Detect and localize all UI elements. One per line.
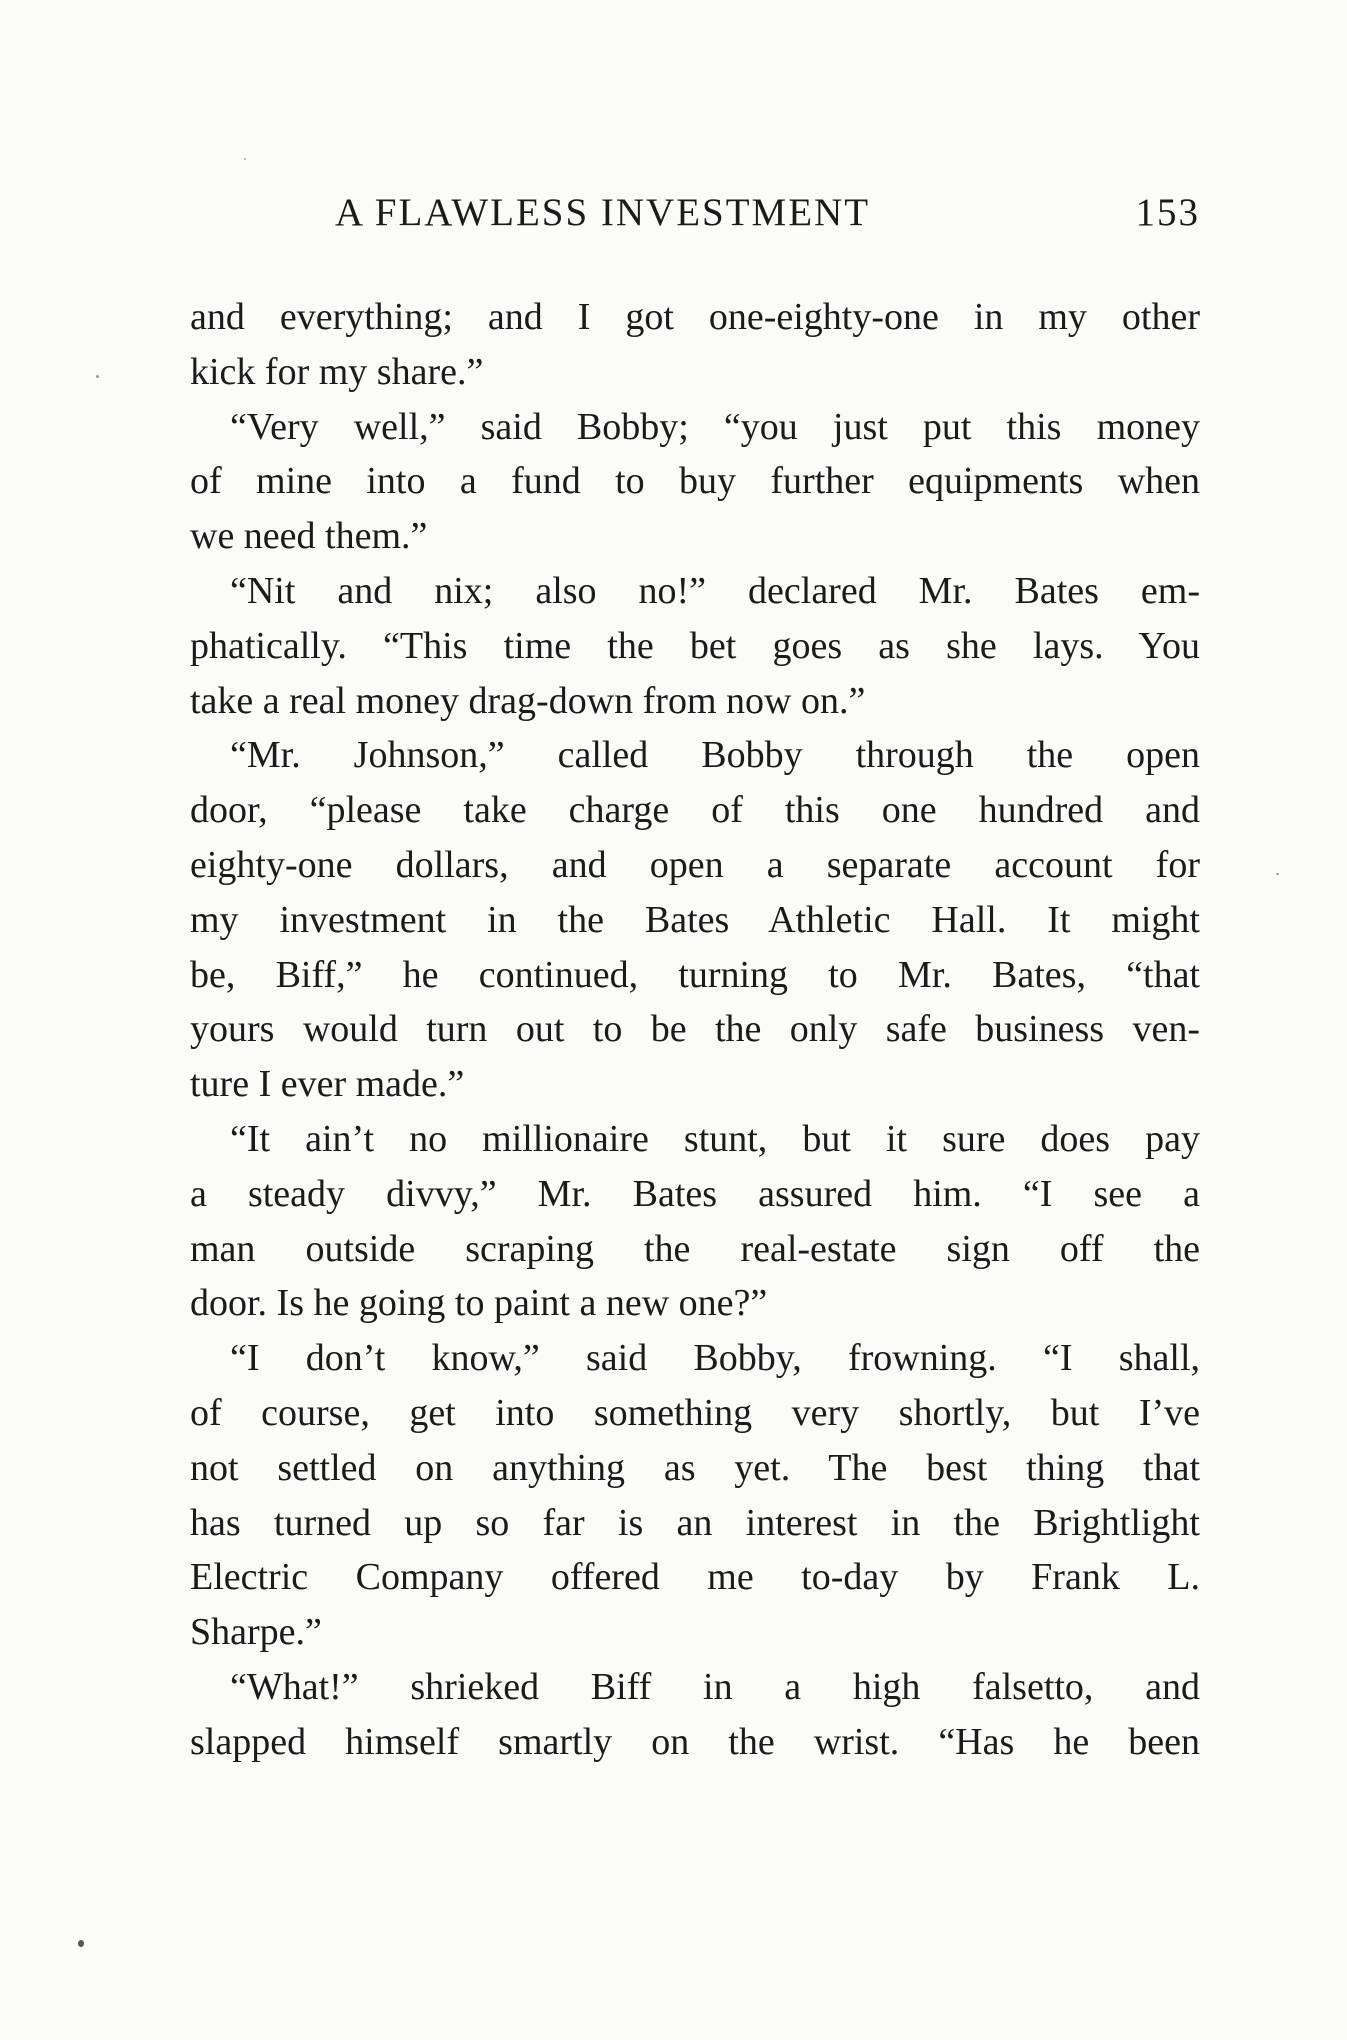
- text-line: we need them.”: [190, 515, 428, 558]
- text-line: “Nit and nix; also no!” declared Mr. Bates em-: [230, 569, 1200, 612]
- scan-speck: [1276, 873, 1279, 875]
- running-title: A FLAWLESS INVESTMENT: [335, 191, 871, 234]
- text-line: “I don’t know,” said Bobby, frowning. “I shall,: [230, 1337, 1200, 1380]
- text-line: “Mr. Johnson,” called Bobby through the open: [230, 734, 1200, 777]
- text-line: slapped himself smartly on the wrist. “Has he been: [190, 1720, 1200, 1763]
- text-line: of mine into a fund to buy further equipments when: [190, 460, 1200, 503]
- text-line: my investment in the Bates Athletic Hall. It might: [190, 898, 1200, 941]
- text-line: and everything; and I got one-eighty-one in my other: [190, 296, 1200, 338]
- text-line: phatically. “This time the bet goes as she lays. You: [190, 624, 1200, 667]
- text-line: yours would turn out to be the only safe business ven-: [190, 1008, 1200, 1051]
- text-line: kick for my share.”: [190, 350, 484, 393]
- text-line: of course, get into something very shortly, but I’ve: [190, 1391, 1200, 1434]
- scan-speck: [96, 375, 99, 378]
- text-line: “Very well,” said Bobby; “you just put this money: [230, 405, 1200, 448]
- scan-speck: [244, 158, 246, 160]
- text-line: man outside scraping the real-estate sign off the: [190, 1227, 1200, 1270]
- text-line: door, “please take charge of this one hundred and: [190, 789, 1200, 832]
- text-line: has turned up so far is an interest in the Brightlight: [190, 1501, 1200, 1544]
- body-text: [190, 290, 1200, 1770]
- text-line: ture I ever made.”: [190, 1063, 465, 1106]
- text-line: be, Biff,” he continued, turning to Mr. Bates, “that: [190, 953, 1200, 996]
- text-line: door. Is he going to paint a new one?”: [190, 1282, 768, 1325]
- text-line: “What!” shrieked Biff in a high falsetto, and: [230, 1665, 1200, 1708]
- text-line: a steady divvy,” Mr. Bates assured him. “I see a: [190, 1172, 1200, 1215]
- scan-speck: [78, 1940, 84, 1947]
- page-number: 153: [1135, 191, 1200, 234]
- text-line: “It ain’t no millionaire stunt, but it sure does pay: [230, 1117, 1200, 1160]
- text-line: Electric Company offered me to-day by Frank L.: [190, 1556, 1200, 1599]
- text-line: take a real money drag-down from now on.”: [190, 679, 866, 722]
- text-line: not settled on anything as yet. The best thing that: [190, 1446, 1200, 1489]
- text-line: Sharpe.”: [190, 1611, 322, 1654]
- text-line: eighty-one dollars, and open a separate account for: [190, 843, 1200, 886]
- running-head: [335, 188, 1200, 238]
